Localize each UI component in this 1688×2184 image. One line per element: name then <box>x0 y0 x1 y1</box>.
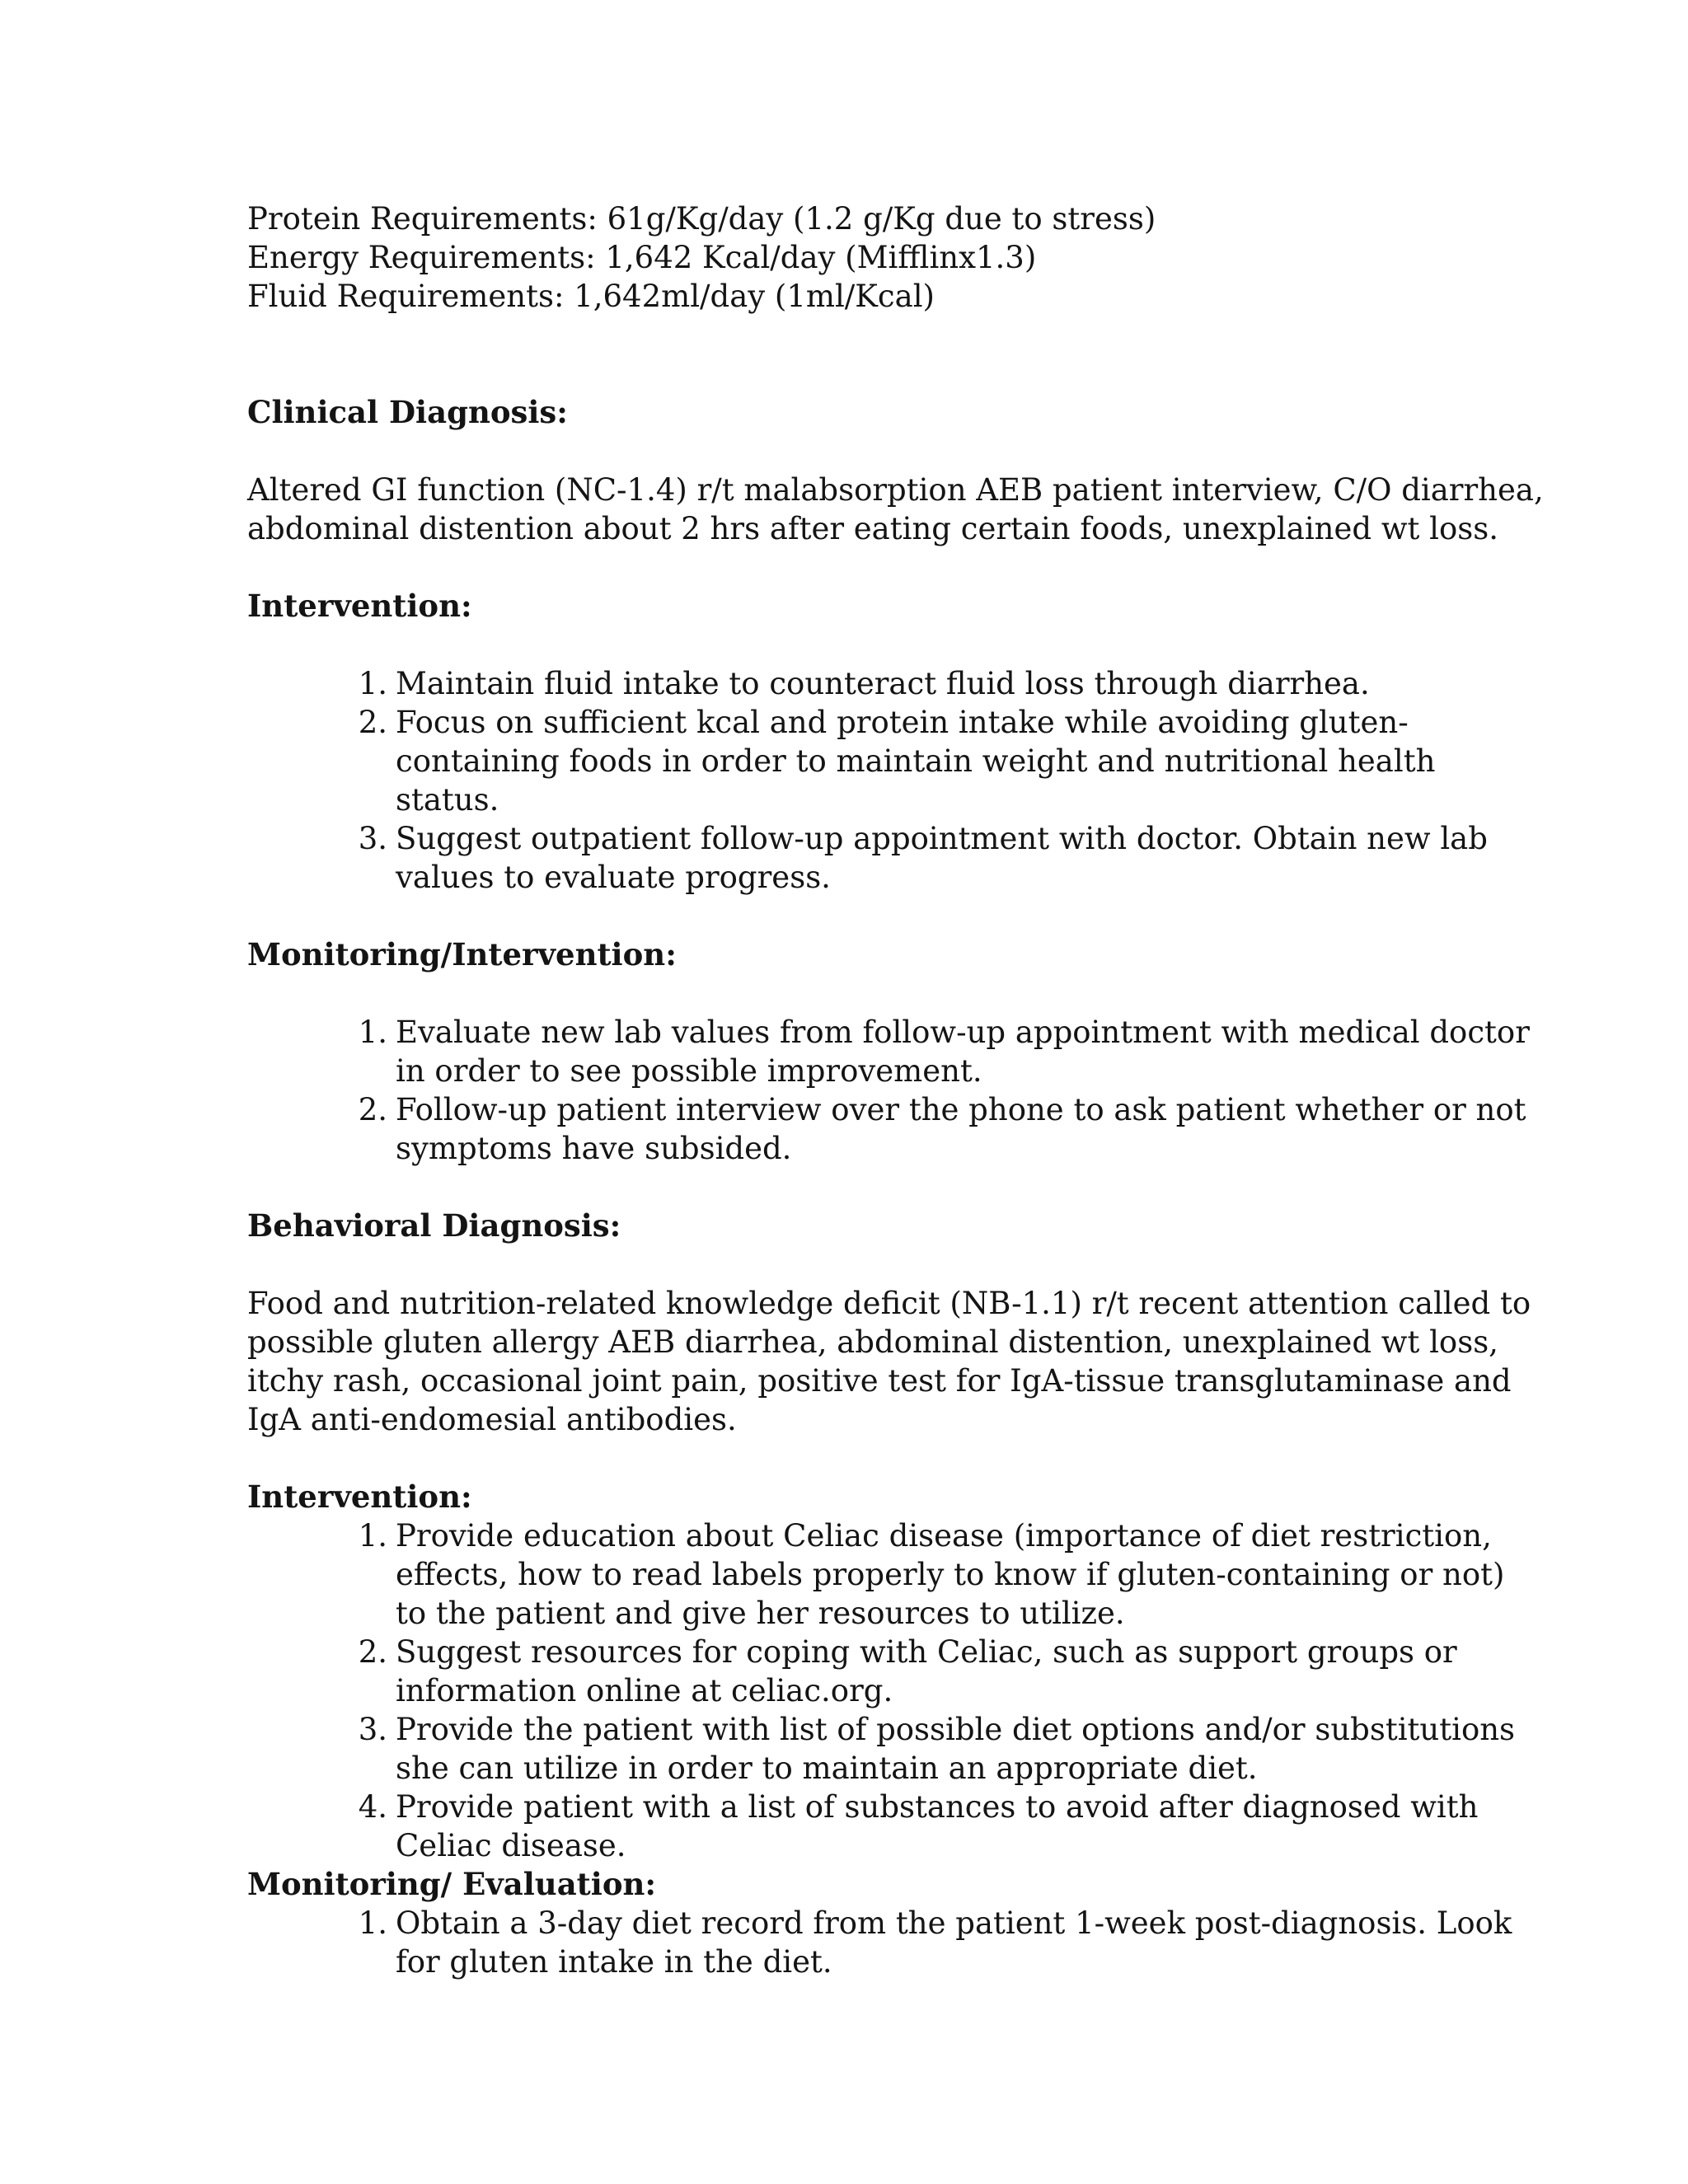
list-item <box>358 703 1451 819</box>
spacer <box>247 1168 1451 1207</box>
list-item-text: Evaluate new lab values from follow-up appointment with medical doctor <box>396 1015 1530 1050</box>
spacer <box>247 974 1451 1013</box>
list-number: 2. <box>358 1634 387 1670</box>
clinical-diagnosis-heading: Clinical Diagnosis: <box>247 394 568 430</box>
statement-line: possible gluten allergy AEB diarrhea, abdominal distention, unexplained wt loss, <box>247 1324 1498 1360</box>
list-number: 3. <box>358 1712 387 1747</box>
list-item <box>358 1013 1530 1090</box>
protein-requirements: Protein Requirements: 61g/Kg/day (1.2 g/Kg due to stress) <box>247 201 1156 237</box>
statement-line: itchy rash, occasional joint pain, positive test for IgA-tissue transglutaminase and <box>247 1363 1512 1399</box>
list-item-text: values to evaluate progress. <box>396 860 831 895</box>
list-item-text: Maintain fluid intake to counteract fluid loss through diarrhea. <box>396 666 1370 701</box>
list-item <box>358 1788 1479 1865</box>
list-item <box>358 1516 1505 1633</box>
list-item-text: she can utilize in order to maintain an appropriate diet. <box>396 1750 1258 1786</box>
list-item-text: to the patient and give her resources to utilize. <box>396 1596 1125 1631</box>
spacer <box>247 1439 1451 1478</box>
list-number: 2. <box>358 705 387 740</box>
list-item-text: Obtain a 3-day diet record from the patient 1-week post-diagnosis. Look <box>396 1905 1512 1941</box>
list-number: 1. <box>358 666 387 701</box>
list-item-text: Suggest outpatient follow-up appointment with doctor. Obtain new lab <box>396 821 1488 856</box>
list-item <box>358 664 1451 703</box>
list-item-text: for gluten intake in the diet. <box>396 1944 832 1980</box>
spacer <box>247 626 1451 664</box>
list-item-text: Focus on sufficient kcal and protein intake while avoiding gluten- <box>396 705 1409 740</box>
list-item <box>358 1904 1512 1981</box>
list-item-text: Celiac disease. <box>396 1828 626 1863</box>
spacer <box>247 548 1451 587</box>
list-item <box>358 1710 1516 1788</box>
behavioral-diagnosis-heading: Behavioral Diagnosis: <box>247 1207 621 1244</box>
fluid-requirements: Fluid Requirements: 1,642ml/day (1ml/Kcal) <box>247 279 935 314</box>
list-number: 1. <box>358 1015 387 1050</box>
behavioral-monitoring-list <box>247 1904 1512 1981</box>
behavioral-monitoring-heading: Monitoring/ Evaluation: <box>247 1866 657 1902</box>
statement-line: abdominal distention about 2 hrs after eating certain foods, unexplained wt loss. <box>247 511 1498 546</box>
list-item-text: Follow-up patient interview over the phone to ask patient whether or not <box>396 1092 1526 1127</box>
list-item-text: Provide education about Celiac disease (importance of diet restriction, <box>396 1518 1492 1554</box>
spacer <box>247 432 1451 471</box>
statement-line: Food and nutrition-related knowledge deficit (NB-1.1) r/t recent attention called to <box>247 1286 1531 1321</box>
list-item-text: containing foods in order to maintain weight and nutritional health <box>396 743 1436 779</box>
list-item-text: symptoms have subsided. <box>396 1131 792 1166</box>
clinical-diagnosis-statement <box>247 471 1544 548</box>
list-item <box>358 819 1488 897</box>
list-item-text: information online at celiac.org. <box>396 1673 893 1708</box>
spacer <box>247 316 1451 393</box>
clinical-monitoring-heading: Monitoring/Intervention: <box>247 936 677 972</box>
list-item-text: Provide the patient with list of possible diet options and/or substitutions <box>396 1712 1516 1747</box>
energy-requirements: Energy Requirements: 1,642 Kcal/day (Mifflinx1.3) <box>247 240 1037 275</box>
behavioral-intervention-list <box>247 1516 1516 1865</box>
list-item-text: Suggest resources for coping with Celiac, such as support groups or <box>396 1634 1457 1670</box>
behavioral-intervention-heading: Intervention: <box>247 1479 472 1515</box>
list-item-text: effects, how to read labels properly to know if gluten-containing or not) <box>396 1557 1505 1592</box>
clinical-intervention-heading: Intervention: <box>247 588 472 624</box>
document-body <box>247 199 1544 1981</box>
list-item <box>358 1633 1457 1710</box>
list-item <box>358 1090 1526 1168</box>
list-item-text: in order to see possible improvement. <box>396 1053 982 1089</box>
spacer <box>247 1245 1451 1284</box>
list-number: 1. <box>358 1518 387 1554</box>
statement-line: IgA anti-endomesial antibodies. <box>247 1402 737 1437</box>
behavioral-diagnosis-statement <box>247 1284 1531 1439</box>
list-number: 4. <box>358 1789 387 1825</box>
requirements-block <box>247 199 1451 316</box>
list-item-text: status. <box>396 782 499 818</box>
clinical-intervention-list <box>247 664 1488 897</box>
spacer <box>247 897 1451 935</box>
list-number: 3. <box>358 821 387 856</box>
list-item-text: Provide patient with a list of substances to avoid after diagnosed with <box>396 1789 1479 1825</box>
list-number: 1. <box>358 1905 387 1941</box>
list-number: 2. <box>358 1092 387 1127</box>
clinical-monitoring-list <box>247 1013 1530 1168</box>
statement-line: Altered GI function (NC-1.4) r/t malabsorption AEB patient interview, C/O diarrhea, <box>247 472 1544 508</box>
